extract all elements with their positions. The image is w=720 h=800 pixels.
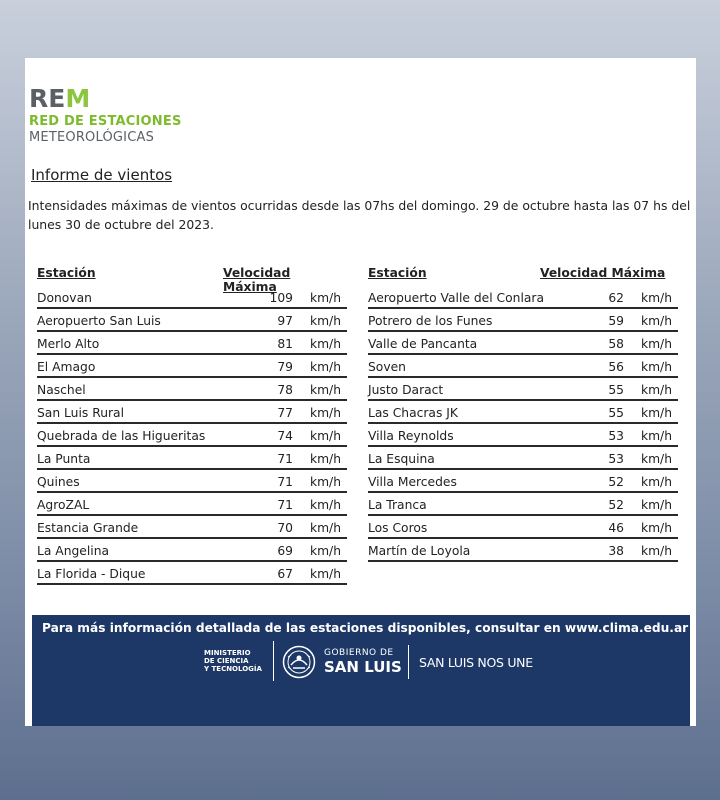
table-row — [368, 449, 678, 470]
footer-divider — [408, 645, 409, 679]
wind-speed-value: 52 — [608, 497, 624, 512]
wind-speed-value: 71 — [277, 497, 293, 512]
station-name: Naschel — [37, 382, 86, 397]
table-row — [368, 357, 678, 378]
station-name: Quebrada de las Higueritas — [37, 428, 206, 443]
government-line-1: GOBIERNO DE — [324, 648, 394, 658]
footer-slogan: SAN LUIS NOS UNE — [419, 655, 533, 670]
station-name: Aeropuerto San Luis — [37, 313, 161, 328]
station-name: AgroZAL — [37, 497, 90, 512]
wind-speed-value: 59 — [608, 313, 624, 328]
wind-speed-value: 81 — [277, 336, 293, 351]
station-name: La Esquina — [368, 451, 435, 466]
logo-line-2: METEOROLÓGICAS — [29, 130, 155, 145]
table-row — [37, 449, 347, 470]
ministry-line-1: MINISTERIO — [204, 649, 251, 657]
table-row — [37, 334, 347, 355]
wind-speed-value: 46 — [608, 520, 624, 535]
wind-speed-value: 67 — [277, 566, 293, 581]
table-row — [37, 518, 347, 539]
wind-speed-value: 71 — [277, 474, 293, 489]
government-line-2: SAN LUIS — [324, 658, 402, 676]
station-name: El Amago — [37, 359, 96, 374]
wind-speed-unit: km/h — [309, 313, 341, 328]
wind-speed-unit: km/h — [640, 336, 672, 351]
wind-speed-unit: km/h — [640, 290, 672, 305]
table-row — [37, 288, 347, 309]
station-name: Villa Reynolds — [368, 428, 454, 443]
rem-logo — [29, 86, 182, 145]
wind-speed-unit: km/h — [309, 359, 341, 374]
station-name: La Florida - Dique — [37, 566, 146, 581]
station-name: La Punta — [37, 451, 91, 466]
station-name: Martín de Loyola — [368, 543, 471, 558]
wind-speed-unit: km/h — [640, 451, 672, 466]
table-header — [368, 266, 678, 288]
table-body — [368, 288, 678, 562]
wind-speed-unit: km/h — [309, 543, 341, 558]
wind-speed-value: 97 — [277, 313, 293, 328]
wind-speed-value: 78 — [277, 382, 293, 397]
wind-speed-unit: km/h — [640, 428, 672, 443]
header-max-speed: Velocidad Máxima — [223, 266, 291, 294]
table-row — [37, 380, 347, 401]
wind-speed-value: 38 — [608, 543, 624, 558]
header-station: Estación — [37, 266, 96, 280]
station-name: La Angelina — [37, 543, 110, 558]
footer-info-text: Para más información detallada de las estaciones disponibles, consultar en www.clima.edu.ar — [42, 621, 689, 635]
wind-speed-value: 74 — [277, 428, 293, 443]
footer-divider — [273, 641, 274, 681]
table-row — [37, 357, 347, 378]
wind-speed-unit: km/h — [640, 405, 672, 420]
ministry-logo — [204, 649, 262, 673]
wind-speed-value: 53 — [608, 428, 624, 443]
table-row — [37, 541, 347, 562]
table-row — [37, 311, 347, 332]
station-name: Soven — [368, 359, 406, 374]
table-row — [368, 288, 678, 309]
wind-speed-unit: km/h — [309, 382, 341, 397]
logo-abbr-suffix: M — [65, 84, 91, 113]
wind-speed-unit: km/h — [640, 543, 672, 558]
station-name: Los Coros — [368, 520, 428, 535]
wind-speed-value: 52 — [608, 474, 624, 489]
wind-speed-unit: km/h — [640, 313, 672, 328]
report-card — [25, 58, 696, 726]
wind-speed-unit: km/h — [309, 474, 341, 489]
wind-speed-value: 58 — [608, 336, 624, 351]
table-row — [37, 564, 347, 585]
wind-speed-value: 77 — [277, 405, 293, 420]
government-logo — [324, 648, 402, 676]
table-row — [37, 495, 347, 516]
table-row — [368, 518, 678, 539]
stations-table-left — [37, 266, 347, 587]
provincial-seal-icon — [282, 645, 316, 679]
wind-speed-unit: km/h — [309, 497, 341, 512]
table-row — [368, 311, 678, 332]
station-name: Aeropuerto Valle del Conlara — [368, 290, 544, 305]
logo-abbreviation — [29, 86, 182, 112]
footer-banner — [32, 615, 690, 726]
station-name: Villa Mercedes — [368, 474, 457, 489]
logo-line-1: RED DE ESTACIONES — [29, 114, 182, 129]
stations-table-right — [368, 266, 678, 564]
station-name: Valle de Pancanta — [368, 336, 478, 351]
report-title: Informe de vientos — [31, 166, 173, 184]
wind-speed-unit: km/h — [309, 405, 341, 420]
table-row — [368, 472, 678, 493]
report-intro: Intensidades máximas de vientos ocurridas desde las 07hs del domingo. 29 de octubre hasta las 07 hs del lunes 30 de octubre del 2023. — [28, 198, 691, 232]
wind-speed-unit: km/h — [309, 520, 341, 535]
logo-abbr-prefix: RE — [29, 84, 66, 113]
table-row — [368, 403, 678, 424]
wind-speed-unit: km/h — [309, 451, 341, 466]
ministry-line-3: Y TECNOLOGÍA — [204, 665, 262, 673]
wind-speed-value: 55 — [608, 382, 624, 397]
table-body — [37, 288, 347, 585]
table-row — [368, 380, 678, 401]
station-name: Las Chacras JK — [368, 405, 458, 420]
wind-speed-value: 71 — [277, 451, 293, 466]
table-row — [368, 426, 678, 447]
wind-speed-unit: km/h — [309, 566, 341, 581]
station-name: Justo Daract — [368, 382, 444, 397]
table-row — [368, 495, 678, 516]
header-station: Estación — [368, 266, 427, 280]
station-name: Quines — [37, 474, 80, 489]
wind-speed-unit: km/h — [640, 474, 672, 489]
wind-speed-unit: km/h — [640, 497, 672, 512]
wind-speed-unit: km/h — [309, 336, 341, 351]
wind-speed-value: 69 — [277, 543, 293, 558]
table-row — [37, 472, 347, 493]
wind-speed-value: 55 — [608, 405, 624, 420]
ministry-line-2: DE CIENCIA — [204, 657, 249, 665]
station-name: Potrero de los Funes — [368, 313, 493, 328]
wind-speed-value: 109 — [269, 290, 293, 305]
station-name: Donovan — [37, 290, 92, 305]
station-name: San Luis Rural — [37, 405, 124, 420]
wind-speed-value: 70 — [277, 520, 293, 535]
wind-speed-unit: km/h — [309, 428, 341, 443]
wind-speed-unit: km/h — [640, 520, 672, 535]
header-max-speed: Velocidad Máxima — [540, 266, 666, 280]
station-name: La Tranca — [368, 497, 427, 512]
wind-speed-value: 53 — [608, 451, 624, 466]
wind-speed-value: 79 — [277, 359, 293, 374]
station-name: Merlo Alto — [37, 336, 100, 351]
wind-speed-value: 62 — [608, 290, 624, 305]
table-header — [37, 266, 347, 294]
table-row — [37, 403, 347, 424]
wind-speed-unit: km/h — [640, 382, 672, 397]
station-name: Estancia Grande — [37, 520, 139, 535]
wind-speed-unit: km/h — [309, 290, 341, 305]
wind-speed-unit: km/h — [640, 359, 672, 374]
wind-speed-value: 56 — [608, 359, 624, 374]
table-row — [37, 426, 347, 447]
table-row — [368, 541, 678, 562]
table-row — [368, 334, 678, 355]
